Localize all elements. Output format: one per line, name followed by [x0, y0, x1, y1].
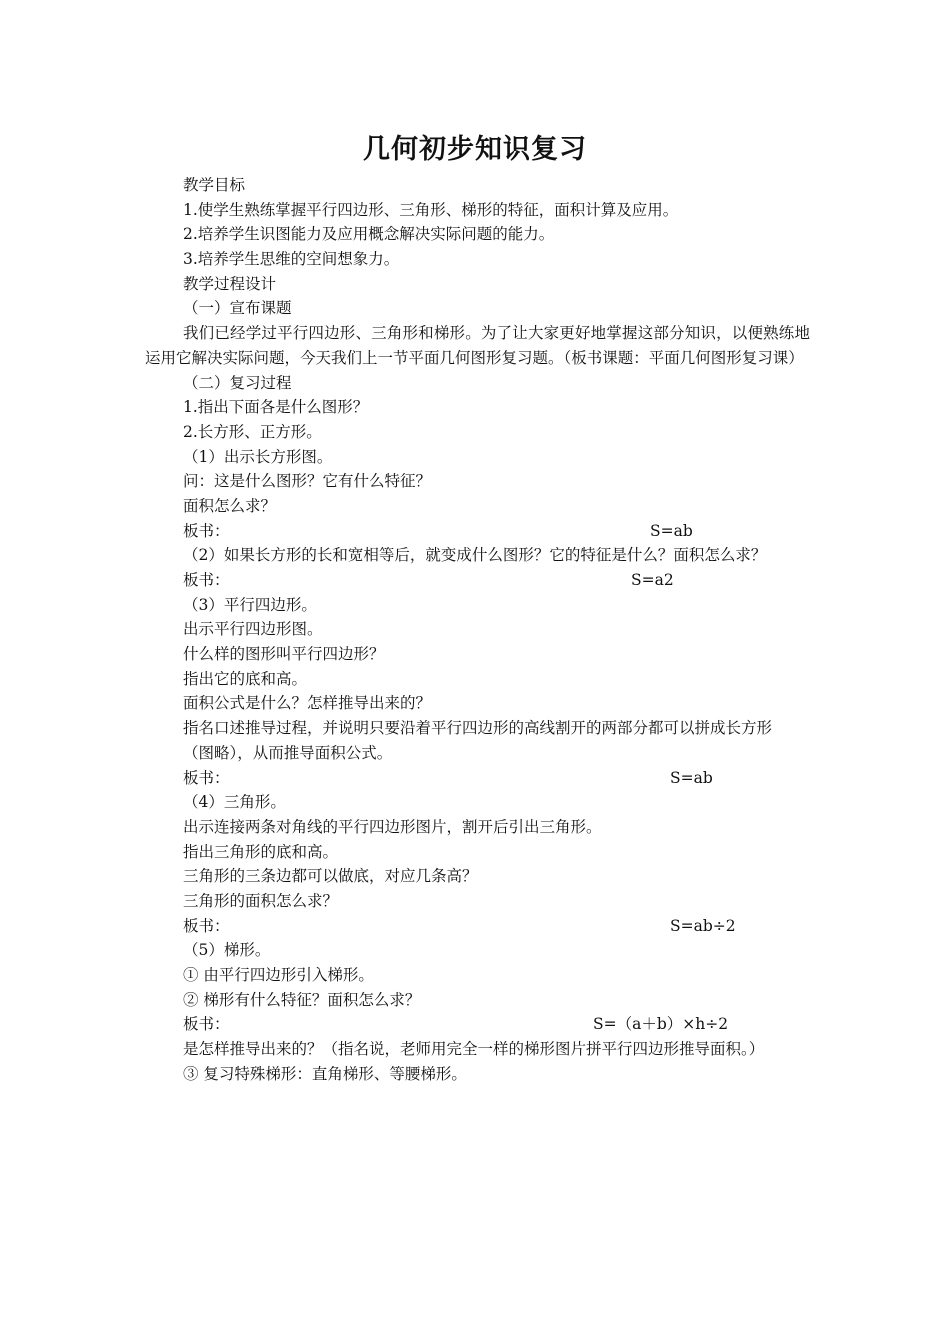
subsection-heading-1: （一）宣布课题 — [183, 299, 292, 318]
document-title: 几何初步知识复习 — [363, 134, 587, 165]
text-paragraph: 指名口述推导过程，并说明只要沿着平行四边形的高线割开的两部分都可以拼成长方形 — [183, 719, 773, 738]
goal-item-3: 3.培养学生思维的空间想象力。 — [183, 250, 400, 269]
document-body — [145, 173, 810, 1087]
text-line: 出示平行四边形图。 — [183, 620, 323, 639]
board-writing-2 — [145, 568, 810, 593]
text-line: （图略），从而推导面积公式。 — [183, 743, 393, 762]
goal-item-1: 1.使学生熟练掌握平行四边形、三角形、梯形的特征，面积计算及应用。 — [183, 200, 679, 219]
board-label: 板书： — [183, 916, 230, 935]
text-line: 三角形的面积怎么求？ — [183, 892, 339, 910]
board-writing-1 — [145, 519, 810, 544]
text-line: 问：这是什么图形？它有什么特征？ — [183, 472, 432, 491]
section-heading-goals: 教学目标 — [183, 176, 246, 194]
board-label: 板书： — [183, 571, 230, 590]
board-writing-3 — [145, 766, 810, 791]
text-line: （5）梯形。 — [183, 941, 271, 960]
board-label: 板书： — [183, 1015, 230, 1034]
formula: S=ab — [670, 768, 713, 787]
formula: S=a2 — [631, 571, 674, 590]
text-line: 1.指出下面各是什么图形？ — [183, 398, 369, 417]
formula: S=ab÷2 — [670, 916, 736, 935]
text-line: 什么样的图形叫平行四边形？ — [183, 645, 385, 664]
board-writing-5 — [145, 1012, 810, 1037]
goal-item-2: 2.培养学生识图能力及应用概念解决实际问题的能力。 — [183, 225, 555, 244]
text-line: ② 梯形有什么特征？面积怎么求？ — [183, 990, 421, 1009]
intro-paragraph: 我们已经学过平行四边形、三角形和梯形。为了让大家更好地掌握这部分知识，以便熟练地运用它解决实际问题，今天我们上一节平面几何图形复习题。（板书课题：平面几何图形复习课） — [145, 324, 810, 367]
board-label: 板书： — [183, 521, 230, 540]
text-line: （4）三角形。 — [183, 793, 286, 812]
board-writing-4 — [145, 914, 810, 939]
text-line: 面积怎么求？ — [183, 496, 277, 515]
text-line: （3）平行四边形。 — [183, 595, 317, 614]
text-line: 指出它的底和高。 — [183, 669, 308, 688]
text-line: 面积公式是什么？怎样推导出来的？ — [183, 694, 432, 713]
text-line: 2.长方形、正方形。 — [183, 422, 322, 441]
text-line: （1）出示长方形图。 — [183, 447, 333, 466]
text-paragraph: （2）如果长方形的长和宽相等后，就变成什么图形？它的特征是什么？面积怎么求？ — [183, 546, 767, 565]
text-line: 三角形的三条边都可以做底，对应几条高？ — [183, 867, 478, 886]
text-line: ① 由平行四边形引入梯形。 — [183, 966, 374, 985]
formula: S=ab — [650, 521, 693, 540]
text-line: 出示连接两条对角线的平行四边形图片，割开后引出三角形。 — [183, 817, 602, 836]
board-label: 板书： — [183, 768, 230, 787]
text-paragraph: 是怎样推导出来的？（指名说，老师用完全一样的梯形图片拼平行四边形推导面积。） — [183, 1040, 765, 1059]
subsection-heading-2: （二）复习过程 — [183, 373, 292, 392]
formula: S=（a＋b）×h÷2 — [593, 1015, 729, 1034]
text-line: 指出三角形的底和高。 — [183, 842, 339, 861]
section-heading-process: 教学过程设计 — [183, 274, 277, 293]
text-line: ③ 复习特殊梯形：直角梯形、等腰梯形。 — [183, 1064, 467, 1083]
